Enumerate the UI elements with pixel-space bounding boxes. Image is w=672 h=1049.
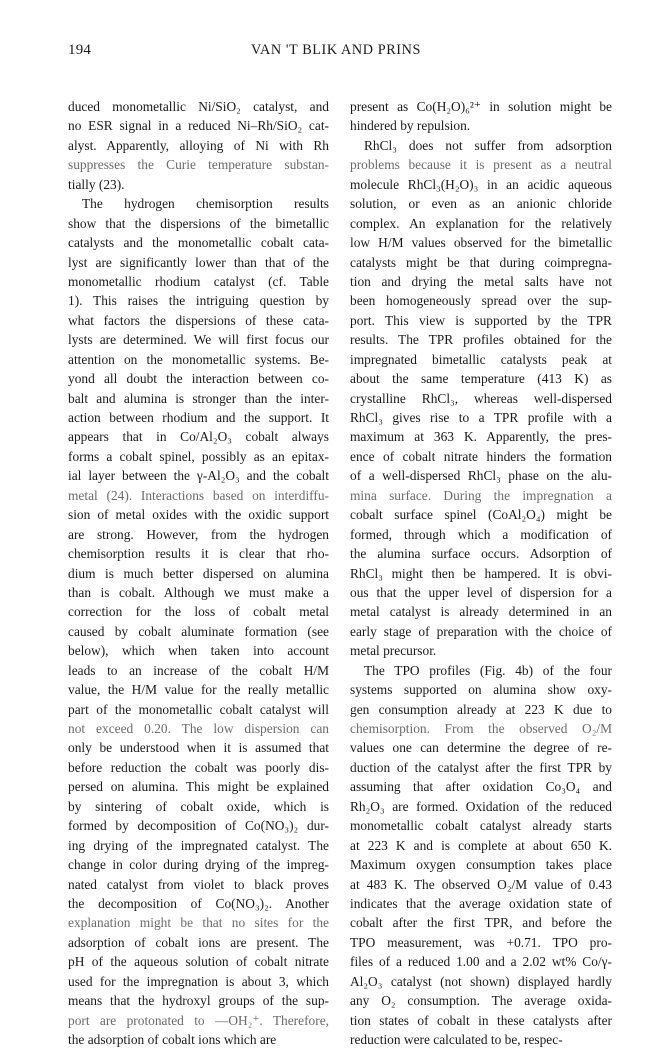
left-column-line: duced monometallic Ni/SiO₂ catalyst, and: [68, 99, 329, 114]
right-column-line: mina surface. During the impregnation a: [350, 487, 612, 503]
right-column-line: results. The TPR profiles obtained for the: [350, 332, 612, 348]
left-column-line: ial layer between the γ-Al₂O₃ and the cobalt: [68, 468, 329, 484]
left-column-line: catalysts and the monometallic cobalt cata-: [68, 235, 329, 251]
right-column-line: at 483 K. The observed O₂/M value of 0.43: [350, 876, 612, 892]
left-column-line: The hydrogen chemisorption results: [82, 196, 329, 212]
right-column-line: Al₂O₃ catalyst (not shown) displayed hardly: [350, 973, 612, 989]
right-column-line: molecule RhCl₃(H₂O)₃ in an acidic aqueous: [350, 176, 612, 192]
left-column-line: forms a cobalt spinel, possibly as an epitax-: [68, 448, 329, 464]
right-column-line: early stage of preparation with the choice of: [350, 623, 612, 639]
right-column-line: metal precursor.: [350, 643, 437, 659]
right-column-line: gen consumption already at 223 K due to: [350, 701, 612, 717]
left-column-line: alyst. Apparently, alloying of Ni with Rh: [68, 137, 329, 153]
right-column-line: reduction were calculated to be, respec-: [350, 1032, 563, 1047]
running-head: VAN 'T BLIK AND PRINS: [251, 42, 421, 58]
right-column-line: of a well-dispersed RhCl₃ phase on the alu-: [350, 468, 612, 484]
left-column-line: only be understood when it is assumed that: [68, 740, 329, 756]
right-column-line: low H/M values observed for the bimetallic: [350, 235, 612, 251]
left-column-line: correction for the loss of cobalt metal: [68, 604, 329, 620]
left-column-line: means that the hydroxyl groups of the sup-: [68, 993, 329, 1009]
left-column-line: than is cobalt. Although we must make a: [68, 584, 329, 600]
left-column-line: port are protonated to —OH₂⁺. Therefore,: [68, 1012, 329, 1028]
right-column-line: assuming that after oxidation Co₃O₄ and: [350, 779, 612, 795]
right-column-line: any O₂ consumption. The average oxida-: [350, 993, 612, 1009]
left-column-line: below), which when taken into account: [68, 643, 329, 659]
left-column-line: used for the impregnation is about 3, which: [68, 973, 329, 989]
left-column-line: monometallic rhodium catalyst (cf. Table: [68, 273, 329, 289]
right-column-line: complex. An explanation for the relatively: [350, 215, 612, 231]
left-column-line: yond all doubt the interaction between co-: [68, 371, 329, 387]
right-column-line: indicates that the average oxidation state of: [350, 895, 612, 911]
left-column-line: pH of the aqueous solution of cobalt nitrate: [68, 954, 329, 970]
right-column-line: duction of the catalyst after the first TPR by: [350, 759, 612, 775]
right-column-line: solution, or even as an anionic chloride: [350, 196, 612, 212]
right-column-line: RhCl₃ gives rise to a TPR profile with a: [350, 410, 612, 425]
right-column-line: files of a reduced 1.00 and a 2.02 wt% Co/γ-: [350, 954, 612, 970]
right-column-line: cobalt surface spinel (CoAl₂O₄) might be: [350, 507, 612, 523]
right-column-line: Maximum oxygen consumption takes place: [350, 857, 612, 873]
left-column-line: before reduction the cobalt was poorly dis-: [68, 759, 329, 775]
left-column-line: ing drying of the impregnated catalyst. The: [68, 837, 329, 853]
left-column-line: action between rhodium and the support. It: [68, 410, 329, 425]
left-column-line: change in color during drying of the impreg-: [68, 857, 329, 873]
right-column-line: tion states of cobalt in these catalysts after: [350, 1012, 612, 1028]
right-column-line: been homogeneously spread over the sup-: [350, 293, 612, 309]
right-column-line: systems supported on alumina show oxy-: [350, 682, 612, 698]
right-column-line: RhCl₃ might then be hampered. It is obvi-: [350, 565, 612, 581]
left-column-line: show that the dispersions of the bimetallic: [68, 215, 329, 231]
right-column-line: formed, through which a modification of: [350, 526, 612, 542]
right-column-line: crystalline RhCl₃, whereas well-dispersed: [350, 390, 612, 406]
left-column-line: chemisorption results it is clear that rho-: [68, 546, 329, 562]
left-column-line: sion of metal oxides with the oxidic support: [68, 507, 329, 523]
right-column-line: monometallic cobalt catalyst already starts: [350, 818, 612, 834]
left-column-line: explanation might be that no sites for the: [68, 915, 329, 931]
right-column-line: impregnated bimetallic catalysts peak at: [350, 351, 612, 367]
right-column-line: hindered by repulsion.: [350, 118, 471, 134]
right-column-line: cobalt after the first TPR, and before the: [350, 915, 612, 931]
page-number: 194: [68, 42, 92, 58]
right-column-line: problems because it is present as a neutral: [350, 157, 612, 173]
right-column-line: TPO measurement, was +0.71. TPO pro-: [350, 934, 612, 950]
left-column-line: no ESR signal in a reduced Ni–Rh/SiO₂ cat-: [68, 118, 329, 134]
left-column-line: part of the monometallic cobalt catalyst will: [68, 701, 329, 717]
left-column-line: dium is much better dispersed on alumina: [68, 565, 329, 581]
left-column-line: adsorption of cobalt ions are present. The: [68, 934, 329, 950]
left-column-line: persed on alumina. This might be explained: [68, 779, 329, 795]
right-column-line: metal catalyst is already determined in an: [350, 604, 612, 620]
left-column-line: 1). This raises the intriguing question by: [68, 293, 329, 309]
left-column-line: formed by decomposition of Co(NO₃)₂ dur-: [68, 818, 329, 834]
right-column-line: values one can determine the degree of re-: [350, 740, 612, 756]
right-column-line: at 223 K and is complete at about 650 K.: [350, 837, 612, 853]
left-column-line: balt and alumina is stronger than the inter-: [68, 390, 329, 406]
left-column-line: appears that in Co/Al₂O₃ cobalt always: [68, 429, 329, 445]
left-column-line: lysts are determined. We will first focus our: [68, 332, 329, 348]
right-column-line: maximum at 363 K. Apparently, the pres-: [350, 429, 612, 445]
left-column-line: nated catalyst from violet to black proves: [68, 876, 329, 892]
right-column-line: port. This view is supported by the TPR: [350, 312, 612, 328]
right-column-line: tion and drying the metal salts have not: [350, 273, 612, 289]
left-column-line: the decomposition of Co(NO₃)₂. Another: [68, 895, 329, 911]
left-column-line: caused by cobalt aluminate formation (see: [68, 623, 329, 639]
left-column-line: value, the H/M value for the really metallic: [68, 682, 329, 698]
left-column-line: tially (23).: [68, 176, 125, 192]
right-column-line: the alumina surface occurs. Adsorption of: [350, 546, 612, 562]
right-column-line: about the same temperature (413 K) as: [350, 371, 612, 387]
right-column-line: Rh₂O₃ are formed. Oxidation of the reduced: [350, 798, 612, 814]
right-column-line: chemisorption. From the observed O₂/M: [350, 721, 612, 736]
left-column-line: not exceed 0.20. The low dispersion can: [68, 721, 329, 736]
right-column-line: ous that the upper level of dispersion for a: [350, 584, 612, 600]
right-column-line: The TPO profiles (Fig. 4b) of the four: [364, 662, 612, 678]
left-column-line: suppresses the Curie temperature substan-: [68, 157, 329, 173]
left-column: [68, 97, 329, 1049]
right-column-line: ence of cobalt nitrate hinders the formation: [350, 448, 612, 464]
left-column-line: attention on the monometallic systems. Be-: [68, 351, 329, 367]
left-column-line: the adsorption of cobalt ions which are: [68, 1032, 277, 1047]
left-column-line: leads to an increase of the cobalt H/M: [68, 662, 329, 678]
right-column-line: RhCl₃ does not suffer from adsorption: [364, 137, 612, 153]
left-column-line: metal (24). Interactions based on interdiffu-: [68, 487, 329, 503]
left-column-line: are strong. However, from the hydrogen: [68, 526, 329, 542]
right-column-line: present as Co(H₂O)₆²⁺ in solution might be: [350, 99, 612, 114]
right-column-line: catalysts might be that during coimpregna-: [350, 254, 612, 270]
left-column-line: what factors the dispersions of these cata-: [68, 312, 329, 328]
left-column-line: by sintering of cobalt oxide, which is: [68, 798, 329, 814]
left-column-line: lyst are significantly lower than that of the: [68, 254, 329, 270]
right-column: [350, 97, 612, 1049]
